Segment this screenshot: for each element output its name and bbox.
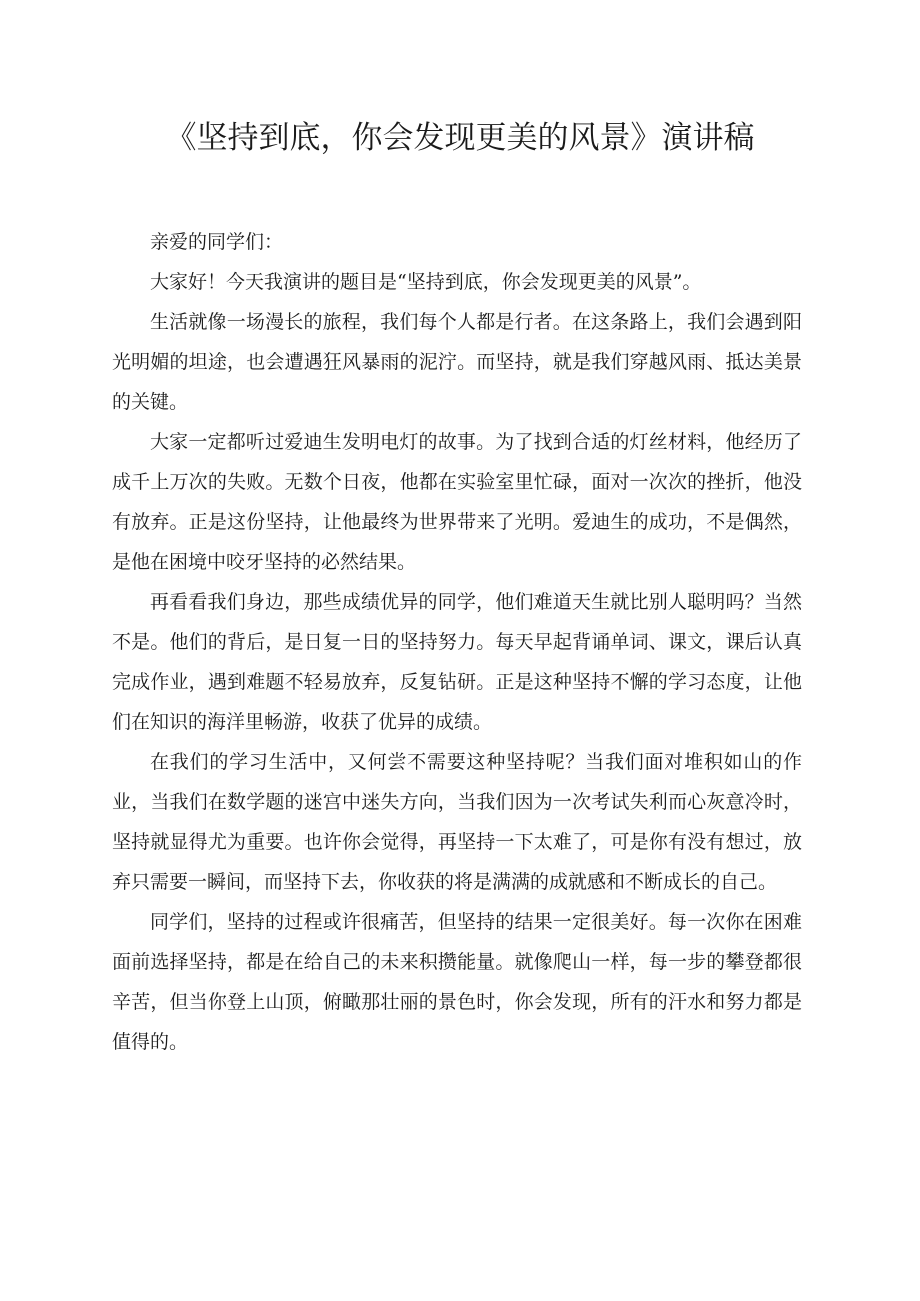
greeting-line: 亲爱的同学们： <box>150 231 284 253</box>
paragraph-conclusion: 同学们，坚持的过程或许很痛苦，但坚持的结果一定很美好。每一次你在困难面前选择坚持，都是在给自己的未来积攒能量。就像爬山一样，每一步的攀登都很辛苦，但当你登上山顶，俯瞰那壮丽的景色时，你会发现，所有的汗水和努力都是值得的。 <box>112 911 802 1053</box>
paragraph-classmates: 再看看我们身边，那些成绩优异的同学，他们难道天生就比别人聪明吗？当然不是。他们的背后，是日复一日的坚持努力。每天早起背诵单词、课文，课后认真完成作业，遇到难题不轻易放弃，反复钻研。正是这种坚持不懈的学习态度，让他们在知识的海洋里畅游，收获了优异的成绩。 <box>112 591 802 733</box>
paragraph-opening: 大家好！今天我演讲的题目是“坚持到底，你会发现更美的风景”。 <box>150 271 702 293</box>
paragraph-study-life: 在我们的学习生活中，又何尝不需要这种坚持呢？当我们面对堆积如山的作业，当我们在数学题的迷宫中迷失方向，当我们因为一次考试失利而心灰意冷时，坚持就显得尤为重要。也许你会觉得，再坚持一下太难了，可是你有没有想过，放弃只需要一瞬间，而坚持下去，你收获的将是满满的成就感和不断成长的自己。 <box>112 751 802 893</box>
paragraph-life-journey: 生活就像一场漫长的旅程，我们每个人都是行者。在这条路上，我们会遇到阳光明媚的坦途，也会遭遇狂风暴雨的泥泞。而坚持，就是我们穿越风雨、抵达美景的关键。 <box>112 311 802 413</box>
document-body <box>112 222 802 1062</box>
paragraph-edison: 大家一定都听过爱迪生发明电灯的故事。为了找到合适的灯丝材料，他经历了成千上万次的失败。无数个日夜，他都在实验室里忙碌，面对一次次的挫折，他没有放弃。正是这份坚持，让他最终为世界带来了光明。爱迪生的成功，不是偶然，是他在困境中咬牙坚持的必然结果。 <box>112 431 802 573</box>
document-title: 《坚持到底，你会发现更美的风景》演讲稿 <box>165 120 755 156</box>
